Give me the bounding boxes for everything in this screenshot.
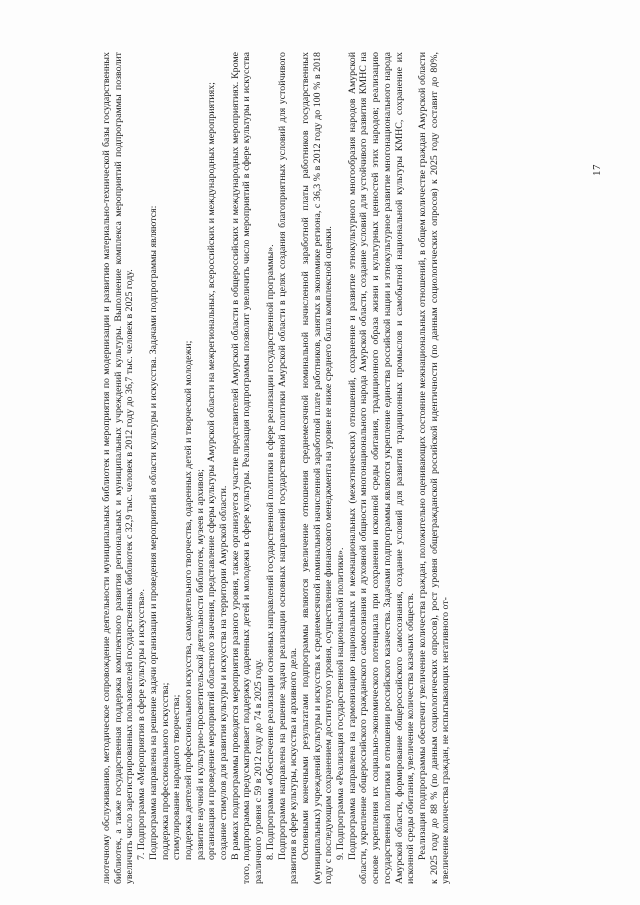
list-item: поддержка деятелей профессионального искусства, самодеятельного творчества, одаренных детей и творческой молодежи; (182, 340, 194, 860)
list-item: поддержка профессионального искусства; (159, 682, 171, 860)
paragraph: В рамках подпрограммы проводятся мероприятия разного уровня, также организуется участие представителей Амурской области в общероссийских и международных мероприятиях. Кроме того, подпрограмма предусматривает поддержку одаренных детей и молодежи в сфере культуры. Реализация подпрограммы позволит увеличить число мероприятий в сфере культуры и искусства различного уровня с 59 в 2012 году до 74 в 2025 году. (229, 52, 265, 884)
paragraph: 7. Подпрограмма «Мероприятия в сфере культуры и искусства». (136, 588, 148, 860)
paragraph: Основными конечными результатами подпрограммы являются увеличение отношения среднемесячной номинальной начисленной заработной платы работников государственных (муниципальных) учреждений культуры и искусства к среднемесячной номинальной начисленной заработной плате работников, занятых в экономике региона, с 36,3 % в 2012 году до 100 % в 2018 году с последующим сохранением достигнутого уровня, осуществление финансового менеджмента на уровне не ниже среднего балла комплексной оценки. (299, 52, 335, 884)
paragraph: 8. Подпрограмма «Обеспечение реализации основных направлений государственной политики в сфере реализации государственной программы». (264, 244, 276, 860)
list-item: организация и проведение мероприятий областного значения, представление сферы культуры Амурской области на межрегиональных, всероссийских и международных мероприятиях; (206, 82, 218, 860)
list-item: развитие научной и культурно-просветительской деятельности библиотек, музеев и архивов; (194, 469, 206, 860)
paragraph: Реализация подпрограммы обеспечит увеличение количества граждан, положительно оценивающих состояние межнациональных отношений, в общем количестве граждан Амурской области к 2025 году до 88 % (по данным социологических опросов), рост уровня общегражданской российской идентичности (по данным социологических опросов) к 2025 году составит до 80%, увеличение количества граждан, не испытывающих негативного от- (416, 52, 452, 884)
page-number: 17 (591, 164, 603, 176)
list-item: стимулирование народного творчества; (171, 694, 183, 860)
list-item: создание стимулов для развития культуры и искусства на территории Амурской области. (218, 485, 230, 860)
paragraph: 9. Подпрограмма «Реализация государственной национальной политики». (335, 547, 347, 860)
paragraph: лиотечному обслуживанию, методическое сопровождение деятельности муниципальных библиотек и мероприятия по модернизации и развитию материально-технической базы государственных библиотек, а также государственная поддержка комплектного развития региональных и муниципальных учреждений культуры. Выполнение комплекса мероприятий подпрограммы позволит увеличить число зарегистрированных пользователей государственных библиотек с 32,9 тыс. человек в 2012 году до 36,7 тыс. человек в 2025 году. (101, 52, 136, 884)
rotated-text-body (101, 52, 452, 884)
paragraph: Подпрограмма направлена на решение задачи организации и проведения мероприятий в области культуры и искусства. Задачами подпрограммы являются: (147, 205, 159, 860)
paragraph: Подпрограмма направлена на решение задачи реализации основных направлений государственной политики Амурской области в целях создания благоприятных условий для устойчивого развития в сфере культуры, искусства и архивного дела. (276, 52, 300, 884)
paragraph: Подпрограмма направлена на гармонизацию национальных и межнациональных (межэтнических) отношений, сохранение и развитие этнокультурного многообразия народов Амурской области, укрепление общероссийского гражданского самосознания и духовной общности многонационального народа Амурской области, создание условий для устойчивого развития КМНС на основе укрепления их социально-экономического потенциала при сохранении исконной среды обитания, традиционного образа жизни и культурных ценностей этих народов; реализацию государственной политики в отношении российского казачества. Задачами подпрограммы являются укрепление единства российской нации и этнокультурное развитие многонационального народа Амурской области, формирование общероссийского самосознания, создание условий для развития традиционных промыслов и самобытной национальной культуры КМНС, сохранение их исконной среды обитания, увеличение количества казачьих обществ. (346, 52, 417, 884)
